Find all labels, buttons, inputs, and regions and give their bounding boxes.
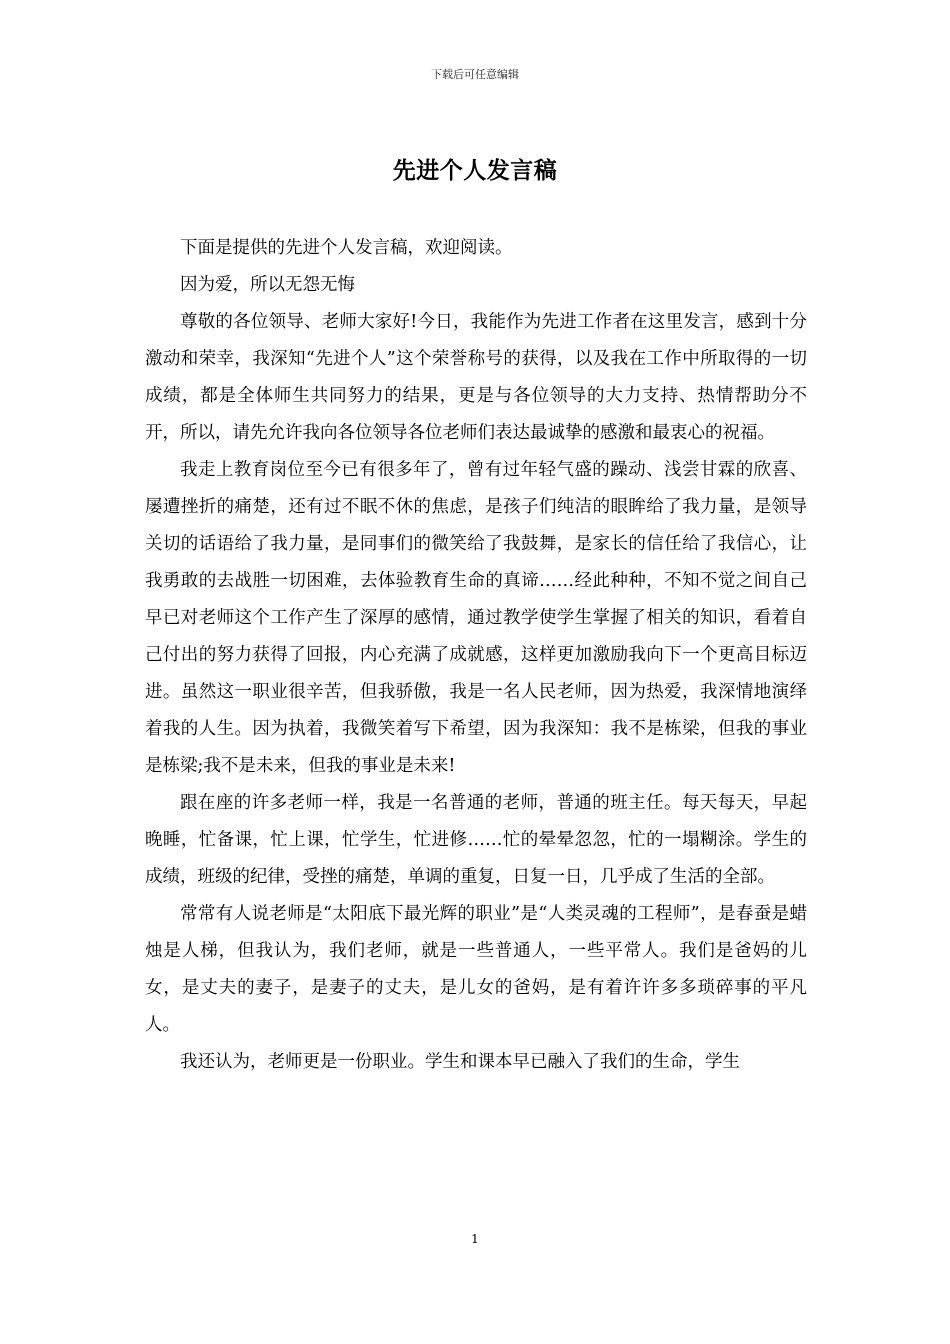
document-title: 先进个人发言稿 bbox=[392, 158, 558, 184]
paragraph: 跟在座的许多老师一样，我是一名普通的老师，普通的班主任。每天每天，早起晚睡，忙备课，忙上课，忙学生，忙进修……忙的晕晕忽忽，忙的一塌糊涂。学生的成绩，班级的纪律，受挫的痛楚，单调的重复，日复一日，几乎成了生活的全部。 bbox=[145, 793, 807, 887]
paragraph: 我走上教育岗位至今已有很多年了，曾有过年轻气盛的躁动、浅尝甘霖的欣喜、屡遭挫折的痛楚，还有过不眠不休的焦虑，是孩子们纯洁的眼眸给了我力量，是领导关切的话语给了我力量，是同事们的微笑给了我鼓舞，是家长的信任给了我信心，让我勇敢的去战胜一切困难，去体验教育生命的真谛……经此种种，不知不觉之间自己早已对老师这个工作产生了深厚的感情，通过教学使学生掌握了相关的知识，看着自己付出的努力获得了回报，内心充满了成就感，这样更加激励我向下一个更高目标迈进。虽然这一职业很辛苦，但我骄傲，我是一名人民老师，因为热爱，我深情地演绎着我的人生。因为执着，我微笑着写下希望，因为我深知：我不是栋梁，但我的事业是栋梁;我不是未来，但我的事业是未来! bbox=[145, 460, 807, 776]
paragraph-subtitle: 因为爱，所以无怨无悔 bbox=[180, 275, 355, 295]
page-number: 1 bbox=[471, 1232, 479, 1246]
paragraph: 尊敬的各位领导、老师大家好!今日，我能作为先进工作者在这里发言，感到十分激动和荣幸，我深知“先进个人”这个荣誉称号的获得，以及我在工作中所取得的一切成绩，都是全体师生共同努力的结果，更是与各位领导的大力支持、热情帮助分不开，所以，请先允许我向各位领导各位老师们表达最诚挚的感激和最衷心的祝福。 bbox=[145, 312, 807, 443]
paragraph-intro: 下面是提供的先进个人发言稿，欢迎阅读。 bbox=[180, 238, 513, 258]
header-note: 下载后可任意编辑 bbox=[431, 68, 519, 81]
paragraph: 常常有人说老师是“太阳底下最光辉的职业”是“人类灵魂的工程师”，是春蚕是蜡烛是人梯，但我认为，我们老师，就是一些普通人，一些平常人。我们是爸妈的儿女，是丈夫的妻子，是妻子的丈夫，是儿女的爸妈，是有着许许多多琐碎事的平凡人。 bbox=[145, 904, 807, 1035]
document-body bbox=[145, 230, 807, 1081]
paragraph: 我还认为，老师更是一份职业。学生和课本早已融入了我们的生命，学生 bbox=[180, 1052, 740, 1072]
